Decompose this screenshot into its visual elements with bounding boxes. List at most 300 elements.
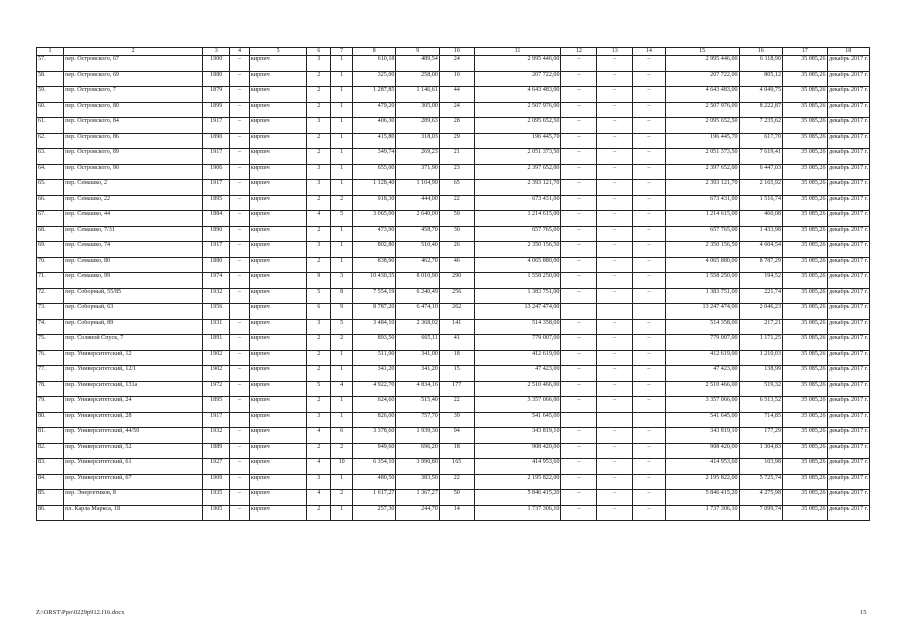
table-cell: 343 819,10 <box>665 428 739 444</box>
table-cell: декабрь 2017 г. <box>827 133 869 149</box>
table-cell: 6 447,03 <box>739 164 782 180</box>
table-cell: – <box>561 71 597 87</box>
table-cell: 13 247 474,00 <box>665 304 739 320</box>
table-cell: – <box>230 350 250 366</box>
table-cell: 4 834,16 <box>396 381 439 397</box>
table-cell: 838,90 <box>352 257 395 273</box>
table-cell: декабрь 2017 г. <box>827 428 869 444</box>
table-cell: – <box>230 273 250 289</box>
table-cell: 1 <box>331 133 353 149</box>
table-cell: пл. Карла Маркса, 18 <box>64 505 203 521</box>
table-cell: 2 <box>331 335 353 351</box>
column-number: 5 <box>249 48 307 56</box>
table-cell: кирпич <box>249 459 307 475</box>
table-cell: 2 350 156,50 <box>665 242 739 258</box>
table-cell: 624,60 <box>352 397 395 413</box>
table-cell: 9 <box>331 304 353 320</box>
table-cell: – <box>561 133 597 149</box>
table-cell: – <box>230 226 250 242</box>
table-cell: – <box>230 366 250 382</box>
table-cell: – <box>597 490 633 506</box>
table-row <box>37 443 870 459</box>
table-cell: 1932 <box>203 428 230 444</box>
table-cell: 2 397 652,00 <box>665 164 739 180</box>
table-cell: 1 <box>331 366 353 382</box>
table-cell: 47 423,00 <box>474 366 561 382</box>
table-cell: кирпич <box>249 149 307 165</box>
table-cell: – <box>597 102 633 118</box>
table-cell: 74. <box>37 319 64 335</box>
table-cell: – <box>230 102 250 118</box>
table-cell: пер. Университетский, 12 <box>64 350 203 366</box>
table-cell: декабрь 2017 г. <box>827 350 869 366</box>
table-cell: 1 210,03 <box>739 350 782 366</box>
table-cell: 541 645,00 <box>665 412 739 428</box>
table-cell: 412 619,00 <box>665 350 739 366</box>
table-cell: пер. Соборный, 63 <box>64 304 203 320</box>
table-cell: 1891 <box>203 335 230 351</box>
table-cell: – <box>561 211 597 227</box>
table-cell: – <box>230 149 250 165</box>
table-cell: 657 765,00 <box>474 226 561 242</box>
column-number: 17 <box>783 48 828 56</box>
table-cell: 514 358,00 <box>665 319 739 335</box>
table-row <box>37 102 870 118</box>
table-cell: 462,70 <box>396 257 439 273</box>
table-cell: декабрь 2017 г. <box>827 149 869 165</box>
table-cell: – <box>633 397 666 413</box>
table-cell: кирпич <box>249 226 307 242</box>
table-cell: кирпич <box>249 474 307 490</box>
table-cell: – <box>230 474 250 490</box>
table-cell: – <box>633 366 666 382</box>
table-cell: – <box>597 164 633 180</box>
table-cell: 2 350 156,50 <box>474 242 561 258</box>
table-cell: декабрь 2017 г. <box>827 459 869 475</box>
table-cell: – <box>230 87 250 103</box>
table-cell: кирпич <box>249 164 307 180</box>
table-cell: 1 287,85 <box>352 87 395 103</box>
table-cell: – <box>597 443 633 459</box>
table-cell: 444,00 <box>396 195 439 211</box>
table-cell: 3 <box>307 164 331 180</box>
table-cell: 35 085,26 <box>783 180 828 196</box>
table-cell: кирпич <box>249 273 307 289</box>
table-cell: 1 <box>331 180 353 196</box>
table-cell: 2 <box>307 335 331 351</box>
table-cell: 10 <box>331 459 353 475</box>
column-number: 13 <box>597 48 633 56</box>
table-cell: 4 065 880,00 <box>665 257 739 273</box>
table-cell: 1895 <box>203 195 230 211</box>
table-cell: 35 085,26 <box>783 381 828 397</box>
table-cell: – <box>633 164 666 180</box>
table-cell: 60. <box>37 102 64 118</box>
table-cell: кирпич <box>249 257 307 273</box>
table-cell: 35 085,26 <box>783 118 828 134</box>
table-cell: кирпич <box>249 118 307 134</box>
table-cell: 177 <box>439 381 474 397</box>
table-cell: 289,63 <box>396 118 439 134</box>
page-number: 15 <box>860 609 867 616</box>
table-cell: декабрь 2017 г. <box>827 257 869 273</box>
table-cell: – <box>561 490 597 506</box>
table-cell: пер. Островского, 84 <box>64 118 203 134</box>
table-cell: 4 922,70 <box>352 381 395 397</box>
table-cell: – <box>561 350 597 366</box>
table-cell: 1 <box>331 412 353 428</box>
table-cell: 22 <box>439 397 474 413</box>
table-cell: 2 <box>307 350 331 366</box>
table-cell: 78. <box>37 381 64 397</box>
table-cell: 4 643 483,00 <box>665 87 739 103</box>
table-cell: 325,00 <box>352 71 395 87</box>
table-cell: – <box>633 133 666 149</box>
table-cell: – <box>633 443 666 459</box>
table-cell: 383,50 <box>396 474 439 490</box>
table-cell: 35 085,26 <box>783 397 828 413</box>
table-row <box>37 366 870 382</box>
table-cell: 480,50 <box>352 474 395 490</box>
table-cell: 2 <box>307 149 331 165</box>
table-cell: 72. <box>37 288 64 304</box>
table-cell: 262 <box>439 304 474 320</box>
table-cell: 84. <box>37 474 64 490</box>
table-cell: 1890 <box>203 133 230 149</box>
table-cell: 893,50 <box>352 335 395 351</box>
table-cell: пер. Семашко, 22 <box>64 195 203 211</box>
table-cell: 341,00 <box>396 350 439 366</box>
table-cell: 918,30 <box>352 195 395 211</box>
table-cell: 61. <box>37 118 64 134</box>
table-cell: – <box>633 288 666 304</box>
table-cell: – <box>597 350 633 366</box>
table-cell: пер. Университетский, 131а <box>64 381 203 397</box>
table-row <box>37 242 870 258</box>
table-cell: 290 <box>439 273 474 289</box>
table-cell: 665,11 <box>396 335 439 351</box>
table-body <box>37 48 870 521</box>
table-cell: – <box>561 118 597 134</box>
table-cell: 617,70 <box>739 133 782 149</box>
table-cell: 519,32 <box>739 381 782 397</box>
table-cell: 2 <box>307 366 331 382</box>
table-row <box>37 474 870 490</box>
table-cell: 7 099,74 <box>739 505 782 521</box>
table-cell: – <box>230 288 250 304</box>
table-cell: 673 431,00 <box>665 195 739 211</box>
table-cell: декабрь 2017 г. <box>827 474 869 490</box>
table-cell: 1 <box>331 505 353 521</box>
table-cell: кирпич <box>249 490 307 506</box>
table-cell: 50 <box>439 490 474 506</box>
table-cell: – <box>597 459 633 475</box>
table-cell: 62. <box>37 133 64 149</box>
table-cell: – <box>633 459 666 475</box>
table-cell: – <box>230 71 250 87</box>
table-cell: 3 065,00 <box>352 211 395 227</box>
table-cell: 1974 <box>203 273 230 289</box>
table-cell: пер. Университетский, 52 <box>64 443 203 459</box>
table-row <box>37 273 870 289</box>
table-cell: 4 049,75 <box>739 87 782 103</box>
table-cell: 406,30 <box>352 118 395 134</box>
table-cell: 3 <box>331 273 353 289</box>
table-cell: 1 <box>331 71 353 87</box>
column-number: 11 <box>474 48 561 56</box>
table-cell: – <box>230 242 250 258</box>
table-cell: 8 010,90 <box>396 273 439 289</box>
table-cell: пер. Островского, 69 <box>64 71 203 87</box>
table-cell: 8 <box>331 288 353 304</box>
table-cell: 8 787,29 <box>739 257 782 273</box>
table-cell: 3 357 066,00 <box>474 397 561 413</box>
table-cell: 305,00 <box>396 102 439 118</box>
column-number: 7 <box>331 48 353 56</box>
table-cell: – <box>597 133 633 149</box>
table-cell: 5 <box>307 288 331 304</box>
table-cell: кирпич <box>249 428 307 444</box>
table-cell: кирпич <box>249 195 307 211</box>
table-cell: кирпич <box>249 412 307 428</box>
table-cell: кирпич <box>249 505 307 521</box>
table-cell: – <box>230 180 250 196</box>
table-cell: – <box>597 56 633 72</box>
table-cell: – <box>633 319 666 335</box>
column-number: 4 <box>230 48 250 56</box>
table-cell: 3 378,60 <box>352 428 395 444</box>
table-cell: 1 <box>331 226 353 242</box>
table-cell <box>633 412 666 428</box>
table-cell: 59 <box>439 211 474 227</box>
table-cell: 6 <box>307 304 331 320</box>
table-cell: – <box>597 335 633 351</box>
table-cell: 4 <box>331 381 353 397</box>
table-cell: 412 619,00 <box>474 350 561 366</box>
table-cell: 196 445,70 <box>665 133 739 149</box>
table-cell: 343 819,10 <box>474 428 561 444</box>
table-cell: 2 <box>307 443 331 459</box>
table-cell: 1927 <box>203 459 230 475</box>
table-cell: 2 195 822,00 <box>665 474 739 490</box>
table-cell: 1 558 250,00 <box>474 273 561 289</box>
table-cell: 35 085,26 <box>783 273 828 289</box>
table-cell: 14 <box>439 505 474 521</box>
table-cell: 35 085,26 <box>783 443 828 459</box>
table-cell: 414 953,60 <box>474 459 561 475</box>
table-cell: 13 247 474,00 <box>474 304 561 320</box>
table-cell: 35 085,26 <box>783 505 828 521</box>
table-cell: – <box>597 273 633 289</box>
table-cell: 21 <box>439 149 474 165</box>
table-cell: 2 195 822,00 <box>474 474 561 490</box>
table-cell: 75. <box>37 335 64 351</box>
table-cell: 2 <box>307 102 331 118</box>
table-cell: – <box>561 474 597 490</box>
table-cell: кирпич <box>249 180 307 196</box>
table-cell: 23 <box>439 164 474 180</box>
table-cell: 35 085,26 <box>783 71 828 87</box>
table-cell: 1890 <box>203 226 230 242</box>
table-cell: 1 433,98 <box>739 226 782 242</box>
table-cell: 1 737 306,10 <box>474 505 561 521</box>
table-cell: 2 507 976,00 <box>474 102 561 118</box>
table-cell: декабрь 2017 г. <box>827 304 869 320</box>
table-cell: 94 <box>439 428 474 444</box>
table-cell: 1 304,83 <box>739 443 782 459</box>
table-cell: 138,99 <box>739 366 782 382</box>
column-number: 2 <box>64 48 203 56</box>
table-cell: 473,90 <box>352 226 395 242</box>
table-cell: – <box>597 226 633 242</box>
table-cell: 2 995 446,00 <box>474 56 561 72</box>
table-cell: 22 <box>439 474 474 490</box>
table-cell: – <box>561 56 597 72</box>
table-cell: – <box>561 288 597 304</box>
table-row <box>37 257 870 273</box>
table-cell: 81. <box>37 428 64 444</box>
table-cell: 5 <box>331 211 353 227</box>
table-cell: 5 <box>331 319 353 335</box>
table-cell: 2 <box>307 87 331 103</box>
table-row <box>37 133 870 149</box>
table-cell: 1 383 751,00 <box>665 288 739 304</box>
table-cell: декабрь 2017 г. <box>827 195 869 211</box>
table-cell: 71. <box>37 273 64 289</box>
table-cell: 1906 <box>203 164 230 180</box>
table-cell: кирпич <box>249 366 307 382</box>
table-cell: 2 368,02 <box>396 319 439 335</box>
table-cell: 2 <box>307 195 331 211</box>
table-cell: 5 <box>307 381 331 397</box>
table-cell: – <box>597 257 633 273</box>
table-cell: 2 <box>331 490 353 506</box>
table-cell: 1902 <box>203 350 230 366</box>
column-number: 12 <box>561 48 597 56</box>
table-row <box>37 397 870 413</box>
table-cell: – <box>561 397 597 413</box>
table-cell: 58. <box>37 71 64 87</box>
table-cell: – <box>633 505 666 521</box>
table-cell: 18 <box>439 443 474 459</box>
table-cell: 2 510 466,00 <box>474 381 561 397</box>
table-cell: 6 354,10 <box>352 459 395 475</box>
table-cell: 3 <box>307 118 331 134</box>
table-cell: 26 <box>439 242 474 258</box>
table-cell: 66. <box>37 195 64 211</box>
table-cell: декабрь 2017 г. <box>827 335 869 351</box>
table-cell: 1 <box>331 118 353 134</box>
table-cell: 1 <box>331 164 353 180</box>
table-cell: пер. Семашко, 80 <box>64 257 203 273</box>
table-cell: кирпич <box>249 211 307 227</box>
table-cell: 35 085,26 <box>783 412 828 428</box>
table-cell: – <box>561 226 597 242</box>
table-cell: 35 085,26 <box>783 335 828 351</box>
table-cell: 103,98 <box>739 459 782 475</box>
table-cell: 1 <box>331 242 353 258</box>
table-cell: 10 <box>439 71 474 87</box>
table-cell: 35 085,26 <box>783 164 828 180</box>
table-cell: – <box>633 180 666 196</box>
table-cell: – <box>561 257 597 273</box>
table-cell: – <box>561 319 597 335</box>
table-cell: пер. Островского, 86 <box>64 133 203 149</box>
table-cell: 35 085,26 <box>783 304 828 320</box>
column-number: 6 <box>307 48 331 56</box>
table-cell: 1889 <box>203 443 230 459</box>
table-cell: 18 <box>439 350 474 366</box>
table-cell: пер. Семашко, 44 <box>64 211 203 227</box>
table-cell: 4 643 483,00 <box>474 87 561 103</box>
table-cell: – <box>561 428 597 444</box>
table-cell: 35 085,26 <box>783 87 828 103</box>
table-row <box>37 412 870 428</box>
table-cell: декабрь 2017 г. <box>827 71 869 87</box>
table-cell: кирпич <box>249 304 307 320</box>
table-cell: – <box>597 381 633 397</box>
table-cell: 2 640,00 <box>396 211 439 227</box>
table-cell <box>633 304 666 320</box>
column-number: 10 <box>439 48 474 56</box>
housing-table <box>36 47 870 521</box>
table-row <box>37 71 870 87</box>
table-cell: 1932 <box>203 288 230 304</box>
table-cell: 86. <box>37 505 64 521</box>
table-cell: 165 <box>439 459 474 475</box>
table-cell: 59. <box>37 87 64 103</box>
table-cell: 1899 <box>203 102 230 118</box>
table-row <box>37 87 870 103</box>
table-cell: декабрь 2017 г. <box>827 226 869 242</box>
table-cell: – <box>230 397 250 413</box>
table-cell: 46 <box>439 257 474 273</box>
table-cell: – <box>633 87 666 103</box>
table-cell: 371,90 <box>396 164 439 180</box>
table-cell <box>597 412 633 428</box>
table-cell: 4 <box>307 490 331 506</box>
table-cell: 64. <box>37 164 64 180</box>
table-cell: 35 085,26 <box>783 257 828 273</box>
table-cell: пер. Соборный, 55/85 <box>64 288 203 304</box>
table-cell: пер. Соляной Спуск, 7 <box>64 335 203 351</box>
table-cell: 1880 <box>203 71 230 87</box>
table-cell: кирпич <box>249 102 307 118</box>
table-cell: – <box>561 459 597 475</box>
table-cell: 6 118,90 <box>739 56 782 72</box>
table-cell: 67. <box>37 211 64 227</box>
table-row <box>37 350 870 366</box>
table-cell: 1 <box>331 474 353 490</box>
table-cell <box>561 412 597 428</box>
table-cell: – <box>597 288 633 304</box>
table-cell: 7 619,41 <box>739 149 782 165</box>
table-cell: 1 <box>331 56 353 72</box>
table-cell: 1 <box>331 397 353 413</box>
table-cell: пер. Островского, 67 <box>64 56 203 72</box>
table-cell: 2 095 652,50 <box>474 118 561 134</box>
table-cell: 2 507 976,00 <box>665 102 739 118</box>
table-cell: 35 085,26 <box>783 474 828 490</box>
table-cell: 1917 <box>203 180 230 196</box>
table-cell: декабрь 2017 г. <box>827 288 869 304</box>
table-cell: 1880 <box>203 257 230 273</box>
table-cell: кирпич <box>249 350 307 366</box>
table-cell: – <box>633 149 666 165</box>
table-cell: 779 007,00 <box>474 335 561 351</box>
table-cell: 269,23 <box>396 149 439 165</box>
table-cell: 2 <box>307 257 331 273</box>
